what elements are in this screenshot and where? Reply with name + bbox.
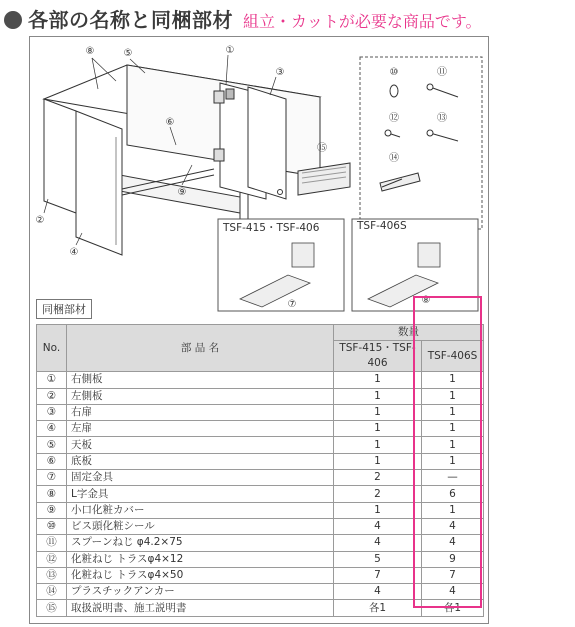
cell-qty-a: 1 — [334, 421, 422, 437]
table-row — [37, 453, 484, 469]
cell-qty-a: 4 — [334, 518, 422, 534]
short-screw-icon — [385, 130, 400, 137]
cell-name: 天板 — [67, 437, 334, 453]
cell-qty-b: 各1 — [422, 600, 484, 616]
table-row — [37, 486, 484, 502]
cell-qty-b: 1 — [422, 453, 484, 469]
cell-qty-a: 1 — [334, 502, 422, 518]
cell-qty-a: 各1 — [334, 600, 422, 616]
cabinet-illustration — [30, 37, 490, 317]
callout-9: ⑨ — [177, 187, 187, 198]
callout-8: ⑧ — [85, 46, 95, 57]
cell-name: スプーンねじ φ4.2×75 — [67, 535, 334, 551]
accessory-box — [360, 57, 482, 229]
bullet-icon — [4, 11, 22, 29]
cell-name: 底板 — [67, 453, 334, 469]
cell-qty-a: 1 — [334, 453, 422, 469]
cell-qty-b: 1 — [422, 404, 484, 420]
col-name: 部 品 名 — [67, 325, 334, 372]
cell-no: ③ — [37, 404, 67, 420]
cell-qty-b: 4 — [422, 584, 484, 600]
col-no: No. — [37, 325, 67, 372]
table-row — [37, 372, 484, 388]
table-row — [37, 470, 484, 486]
cell-qty-a: 7 — [334, 567, 422, 583]
cell-qty-b: 7 — [422, 567, 484, 583]
callout-12: ⑫ — [389, 113, 399, 124]
cell-qty-b: 9 — [422, 551, 484, 567]
cell-qty-a: 1 — [334, 404, 422, 420]
cell-no: ⑬ — [37, 567, 67, 583]
cell-qty-a: 1 — [334, 437, 422, 453]
callout-13: ⑬ — [437, 113, 447, 124]
table-row — [37, 584, 484, 600]
detail-label-b: TSF-406S — [357, 220, 407, 232]
table-row — [37, 388, 484, 404]
cell-qty-a: 5 — [334, 551, 422, 567]
table-row — [37, 502, 484, 518]
cell-no: ⑤ — [37, 437, 67, 453]
table-row — [37, 421, 484, 437]
table-row — [37, 600, 484, 616]
cell-no: ⑪ — [37, 535, 67, 551]
callout-15: ⑮ — [317, 143, 327, 154]
table-row — [37, 567, 484, 583]
callout-11: ⑪ — [437, 67, 447, 78]
parts-frame — [29, 36, 489, 624]
cell-qty-b: 1 — [422, 437, 484, 453]
anchor-icon — [380, 173, 420, 191]
seal-icon — [390, 85, 398, 97]
callout-7: ⑦ — [287, 299, 297, 310]
cell-name: L字金具 — [67, 486, 334, 502]
page-title: 各部の名称と同梱部材 — [28, 8, 233, 32]
callout-3: ③ — [275, 67, 285, 78]
cell-no: ⑦ — [37, 470, 67, 486]
cell-no: ⑨ — [37, 502, 67, 518]
cell-no: ① — [37, 372, 67, 388]
cell-name: 取扱説明書、施工説明書 — [67, 600, 334, 616]
page-subtitle: 組立・カットが必要な商品です。 — [243, 12, 482, 31]
cell-qty-a: 1 — [334, 372, 422, 388]
cell-no: ⑧ — [37, 486, 67, 502]
callout-1: ① — [225, 45, 235, 56]
callout-14: ⑭ — [389, 153, 399, 164]
right-door-shape — [248, 87, 286, 199]
cell-qty-a: 4 — [334, 584, 422, 600]
cell-name: プラスチックアンカー — [67, 584, 334, 600]
cell-name: 左扉 — [67, 421, 334, 437]
cell-name: 小口化粧カバー — [67, 502, 334, 518]
cell-qty-a: 4 — [334, 535, 422, 551]
callout-8b: ⑧ — [421, 295, 431, 306]
page-header — [4, 4, 575, 34]
cell-name: 化粧ねじ トラスφ4×12 — [67, 551, 334, 567]
cell-name: 右側板 — [67, 372, 334, 388]
table-row — [37, 404, 484, 420]
cell-name: 左側板 — [67, 388, 334, 404]
cell-name: 右扉 — [67, 404, 334, 420]
callout-5: ⑤ — [123, 48, 133, 59]
callout-10: ⑩ — [389, 67, 399, 78]
cell-qty-b: 1 — [422, 388, 484, 404]
cell-qty-a: 2 — [334, 470, 422, 486]
col-qty: 数量 — [334, 325, 484, 341]
table-row — [37, 437, 484, 453]
cell-no: ⑩ — [37, 518, 67, 534]
cell-qty-b: 1 — [422, 372, 484, 388]
cell-qty-b: 6 — [422, 486, 484, 502]
col-qty-a: TSF-415・TSF-406 — [334, 341, 422, 372]
table-row — [37, 535, 484, 551]
mid-screw-icon — [427, 130, 458, 141]
cell-no: ④ — [37, 421, 67, 437]
cell-qty-b: — — [422, 470, 484, 486]
cell-no: ⑮ — [37, 600, 67, 616]
detail-label-a: TSF-415・TSF-406 — [223, 222, 320, 234]
parts-table — [36, 324, 484, 617]
table-row — [37, 551, 484, 567]
table-row — [37, 518, 484, 534]
long-screw-icon — [427, 84, 458, 97]
cell-no: ⑫ — [37, 551, 67, 567]
cell-qty-b: 1 — [422, 502, 484, 518]
cell-qty-a: 2 — [334, 486, 422, 502]
cell-name: ビス頭化粧シール — [67, 518, 334, 534]
callout-2: ② — [35, 215, 45, 226]
cell-name: 化粧ねじ トラスφ4×50 — [67, 567, 334, 583]
left-door-shape — [76, 111, 122, 255]
cell-no: ② — [37, 388, 67, 404]
bundle-label: 同梱部材 — [36, 299, 92, 319]
callout-6: ⑥ — [165, 117, 175, 128]
col-qty-b: TSF-406S — [422, 341, 484, 372]
callout-4: ④ — [69, 247, 79, 258]
cell-qty-b: 1 — [422, 421, 484, 437]
cell-no: ⑭ — [37, 584, 67, 600]
cell-name: 固定金具 — [67, 470, 334, 486]
cell-qty-b: 4 — [422, 518, 484, 534]
cell-no: ⑥ — [37, 453, 67, 469]
cell-qty-b: 4 — [422, 535, 484, 551]
cell-qty-a: 1 — [334, 388, 422, 404]
